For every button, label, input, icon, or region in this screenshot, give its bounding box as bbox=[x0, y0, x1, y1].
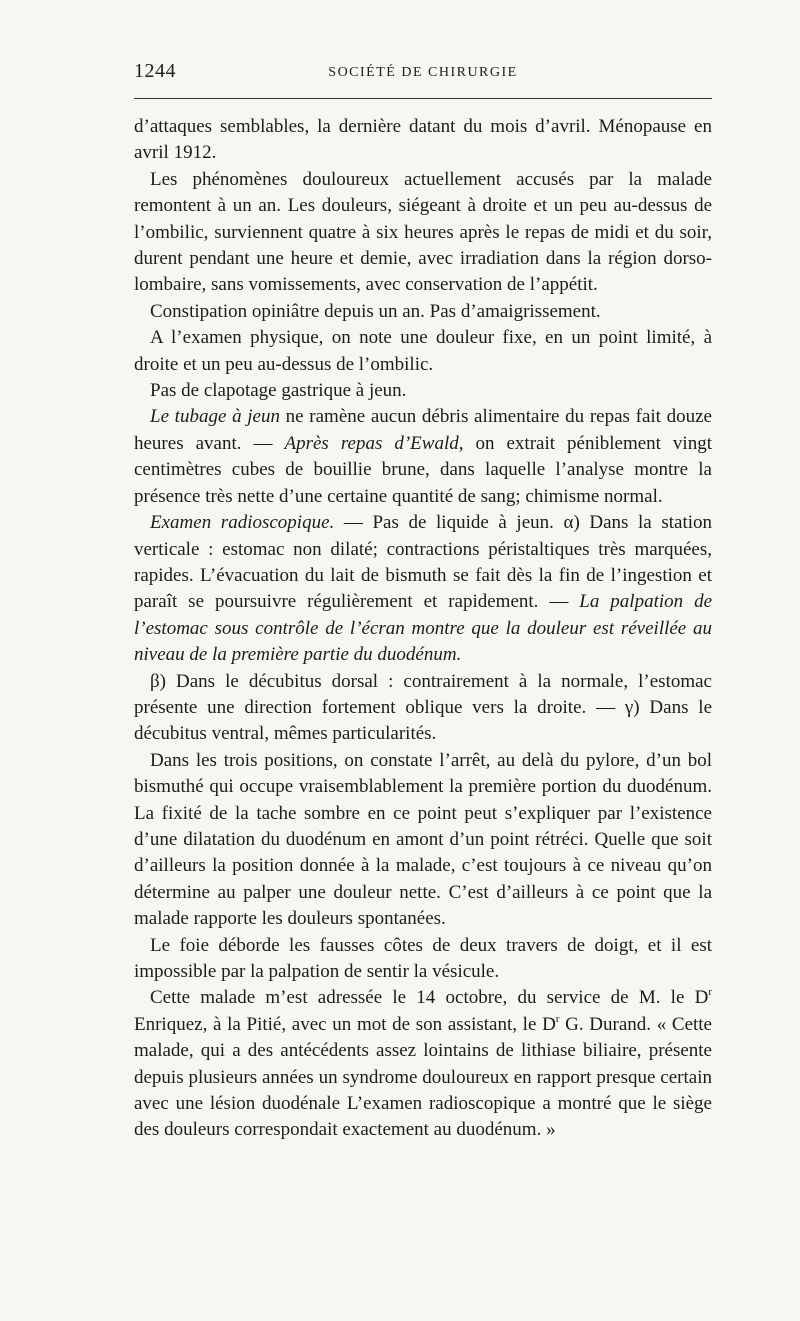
running-head: SOCIÉTÉ DE CHIRURGIE bbox=[328, 65, 518, 80]
paragraph: Constipation opiniâtre depuis un an. Pas d’amaigrissement. bbox=[150, 300, 601, 322]
paragraph bbox=[134, 404, 712, 510]
superscript: r bbox=[708, 986, 712, 999]
text-run: — Pas de liquide à jeun. α) Dans la station verticale : estomac non dilaté; contractions péristaltiques très marquées, rapides. L’évacuation du lait de bismuth se fait dès la fin de l’ingestion et paraît se poursuivre régulièrement et rapidement. — bbox=[134, 512, 712, 613]
paragraph: Pas de clapotage gastrique à jeun. bbox=[150, 380, 407, 402]
page-number: 1244 bbox=[134, 60, 176, 82]
italic-heading: Examen radioscopique. bbox=[150, 512, 335, 534]
superscript: r bbox=[555, 1012, 560, 1025]
italic-phrase: Le tubage à jeun bbox=[150, 406, 280, 428]
body-text bbox=[134, 114, 712, 1144]
italic-phrase: Après repas d’Ewald, bbox=[284, 432, 464, 454]
paragraph bbox=[134, 510, 712, 668]
text-run: Enriquez, à la Pitié, avec un mot de son assistant, le D bbox=[134, 1013, 556, 1035]
page-header bbox=[134, 58, 712, 88]
paragraph: Le foie déborde les fausses côtes de deux travers de doigt, et il est impossible par la palpation de sentir la vésicule. bbox=[134, 934, 712, 982]
paragraph: d’attaques semblables, la dernière datant du mois d’avril. Ménopause en avril 1912. bbox=[134, 116, 712, 164]
paragraph: Dans les trois positions, on constate l’arrêt, au delà du pylore, d’un bol bismuthé qui occupe vraisemblablement la première portion du duodénum. La fixité de la tache sombre en ce point peut s’expliquer par l’existence d’une dilatation du duodénum en amont d’un point rétréci. Quelle que soit d’ailleurs la position donnée à la malade, c’est toujours à ce niveau qu’on détermine au palper une douleur nette. C’est d’ailleurs à ce point que la malade rapporte les douleurs spontanées. bbox=[134, 749, 712, 930]
text-run: Cette malade m’est adressée le 14 octobre, du service de M. le D bbox=[150, 987, 709, 1009]
paragraph: β) Dans le décubitus dorsal : contrairement à la normale, l’estomac présente une direction fortement oblique vers la droite. — γ) Dans le décubitus ventral, mêmes particularités. bbox=[134, 670, 712, 745]
paragraph: A l’examen physique, on note une douleur fixe, en un point limité, à droite et un peu au-dessus de l’ombilic. bbox=[134, 327, 712, 375]
paragraph bbox=[134, 985, 712, 1143]
text-run: ne ramène aucun débris alimentaire du repas fait douze heures avant. — bbox=[134, 406, 712, 454]
text-run: on extrait péniblement vingt centimètres cubes de bouillie brune, dans laquelle l’analyse montre la présence très nette d’une certaine quantité de sang; chimisme normal. bbox=[134, 432, 712, 507]
paragraph: Les phénomènes douloureux actuellement accusés par la malade remontent à un an. Les douleurs, siégeant à droite et un peu au-dessus de l’ombilic, surviennent quatre à six heures après le repas de midi et du soir, durent pendant une heure et demie, avec irradiation dans la région dorso-lombaire, sans vomissements, avec conservation de l’appétit. bbox=[134, 168, 712, 296]
text-run: G. Durand. « Cette malade, qui a des antécédents assez lointains de lithiase biliaire, présente depuis plusieurs années un syndrome douloureux en rapport presque certain avec une lésion duodénale L’examen radioscopique a montré que le siège des douleurs correspondait exactement au duodénum. » bbox=[134, 1013, 712, 1141]
header-rule bbox=[134, 98, 712, 99]
italic-phrase: La palpation de l’estomac sous contrôle de l’écran montre que la douleur est réveillée au niveau de la première partie du duodénum. bbox=[134, 591, 712, 666]
